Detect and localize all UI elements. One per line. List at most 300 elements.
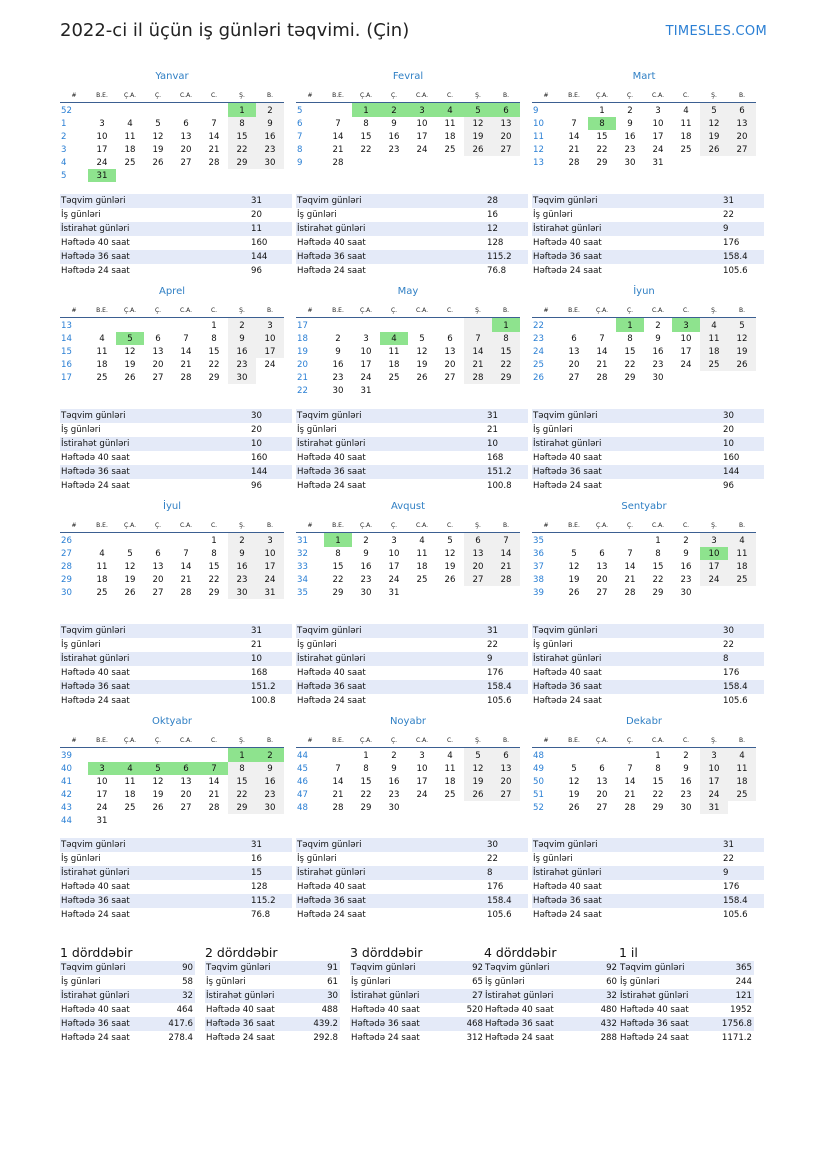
weekday-header-row: [60, 733, 284, 748]
stat-label: Həftədə 24 saat: [533, 481, 602, 491]
day-cell: [256, 814, 284, 827]
day-cell: 24: [388, 574, 400, 585]
quarter-summary: [619, 944, 754, 1045]
day-cell: [88, 103, 116, 118]
stat-value: 31: [723, 196, 734, 206]
stat-label: Həftədə 40 saat: [620, 1005, 689, 1015]
stat-label: Həftədə 24 saat: [61, 481, 130, 491]
week-row: [296, 143, 520, 156]
stat-value: 168: [487, 453, 504, 463]
day-cell: [492, 586, 520, 599]
stat-label: İş günləri: [297, 210, 337, 220]
week-number-header: #: [296, 88, 324, 103]
stat-row: [296, 624, 528, 638]
stat-value: 100.8: [487, 481, 512, 491]
weekday-header: Ç.A.: [588, 733, 616, 748]
day-cell: 7: [627, 763, 633, 774]
day-cell: [560, 318, 588, 333]
day-cell: 24: [360, 372, 372, 383]
stat-label: Təqvim günləri: [533, 626, 598, 636]
week-number: 5: [61, 170, 67, 181]
day-cell: 15: [332, 561, 344, 572]
day-cell: 21: [624, 574, 636, 585]
weekday-header: Ç.: [380, 88, 408, 103]
month-table: [60, 88, 284, 182]
quarter-stat-row: [619, 1017, 754, 1031]
week-row: [60, 547, 284, 560]
month-table: [60, 303, 284, 384]
stat-label: Həftədə 24 saat: [61, 1033, 130, 1043]
week-row: [60, 371, 284, 384]
quarter-stat-row: [619, 961, 754, 975]
day-cell: 1: [599, 105, 605, 116]
quarter-stat-row: [484, 989, 619, 1003]
day-cell: [408, 586, 436, 599]
week-number: 26: [61, 535, 72, 546]
weekend-day-cell: 13: [464, 547, 492, 560]
stat-label: İstirahət günləri: [61, 439, 130, 449]
day-cell: 23: [332, 372, 344, 383]
day-cell: 13: [444, 346, 456, 357]
day-cell: 1: [363, 750, 369, 761]
stat-value: 176: [723, 668, 740, 678]
day-cell: 9: [335, 346, 341, 357]
day-cell: 3: [99, 118, 105, 129]
weekday-header: C.A.: [172, 88, 200, 103]
day-cell: 29: [596, 157, 608, 168]
stat-value: 176: [723, 882, 740, 892]
holiday-day-cell: 7: [200, 762, 228, 775]
weekday-header: Ş.: [700, 733, 728, 748]
weekend-day-cell: 17: [700, 775, 728, 788]
month-name: İyul: [163, 501, 181, 512]
stat-row: [532, 409, 764, 423]
day-cell: 30: [652, 372, 664, 383]
week-row: [60, 130, 284, 143]
day-cell: [728, 801, 756, 814]
week-row: [296, 371, 520, 384]
weekday-header: Ş.: [700, 518, 728, 533]
weekend-day-cell: 25: [728, 788, 756, 801]
day-cell: 3: [363, 333, 369, 344]
day-cell: 15: [360, 131, 372, 142]
day-cell: 14: [208, 776, 220, 787]
week-number-header: #: [60, 518, 88, 533]
holiday-day-cell: 3: [88, 762, 116, 775]
day-cell: 23: [624, 144, 636, 155]
stat-row: [296, 236, 528, 250]
day-cell: 3: [419, 750, 425, 761]
stat-row: [296, 264, 528, 278]
day-cell: 16: [680, 561, 692, 572]
day-cell: 13: [152, 561, 164, 572]
stat-value: 144: [251, 252, 268, 262]
stat-row: [532, 838, 764, 852]
stat-row: [296, 451, 528, 465]
stat-label: Həftədə 40 saat: [533, 238, 602, 248]
day-cell: 20: [596, 789, 608, 800]
stat-label: İstirahət günləri: [533, 224, 602, 234]
day-cell: 31: [652, 157, 664, 168]
stat-label: Təqvim günləri: [351, 963, 416, 973]
stat-value: 30: [723, 411, 734, 421]
stat-value: 158.4: [723, 252, 748, 262]
day-cell: 18: [388, 359, 400, 370]
day-cell: 9: [363, 548, 369, 559]
week-number: 16: [61, 359, 72, 370]
day-cell: 25: [444, 144, 456, 155]
week-number-header: #: [60, 733, 88, 748]
stat-label: Həftədə 40 saat: [206, 1005, 275, 1015]
weekend-day-cell: 8: [228, 762, 256, 775]
quarter-stat-row: [619, 975, 754, 989]
day-cell: 23: [680, 574, 692, 585]
stat-value: 32: [182, 991, 193, 1001]
day-cell: [352, 318, 380, 333]
month-stats: [296, 409, 528, 493]
weekend-day-cell: 12: [728, 332, 756, 345]
stat-value: 30: [487, 840, 498, 850]
day-cell: 5: [155, 118, 161, 129]
day-cell: 16: [360, 561, 372, 572]
stat-value: 151.2: [251, 682, 276, 692]
stat-value: 96: [251, 266, 262, 276]
week-number: 13: [61, 320, 72, 331]
day-cell: 11: [96, 346, 108, 357]
day-cell: 16: [332, 359, 344, 370]
month-table: [60, 733, 284, 827]
holiday-day-cell: 1: [352, 103, 380, 118]
week-number: 7: [297, 131, 303, 142]
day-cell: 18: [96, 574, 108, 585]
stat-label: İş günləri: [620, 977, 660, 987]
weekday-header: Ş.: [228, 733, 256, 748]
day-cell: [408, 384, 436, 397]
week-number-header: #: [532, 303, 560, 318]
page-title: 2022-ci il üçün iş günləri təqvimi. (Çin): [60, 20, 410, 41]
stat-row: [296, 208, 528, 222]
week-number: 6: [297, 118, 303, 129]
day-cell: 11: [124, 776, 136, 787]
weekend-day-cell: 21: [492, 560, 520, 573]
stat-label: Həftədə 40 saat: [61, 882, 130, 892]
day-cell: 10: [416, 118, 428, 129]
stat-value: 9: [723, 224, 729, 234]
week-row: [60, 533, 284, 548]
month-table: [296, 303, 520, 397]
weekend-day-cell: 9: [228, 547, 256, 560]
day-cell: [144, 748, 172, 763]
stat-value: 151.2: [487, 467, 512, 477]
stat-row: [296, 423, 528, 437]
day-cell: [324, 748, 352, 763]
day-cell: [728, 586, 756, 599]
week-row: [296, 547, 520, 560]
day-cell: 14: [624, 561, 636, 572]
weekend-day-cell: 22: [228, 788, 256, 801]
stat-value: 105.6: [487, 696, 512, 706]
weekend-day-cell: 8: [228, 117, 256, 130]
day-cell: 10: [680, 333, 692, 344]
week-number: 33: [297, 561, 308, 572]
week-row: [532, 560, 756, 573]
stat-row: [296, 479, 528, 493]
week-number: 32: [297, 548, 308, 559]
day-cell: 27: [180, 157, 192, 168]
day-cell: [560, 103, 588, 118]
week-row: [296, 573, 520, 586]
day-cell: 9: [391, 118, 397, 129]
stat-row: [60, 694, 292, 708]
day-cell: [200, 169, 228, 182]
day-cell: 14: [180, 561, 192, 572]
day-cell: 21: [180, 574, 192, 585]
day-cell: [436, 384, 464, 397]
week-number: 23: [533, 333, 544, 344]
month-name: İyun: [633, 286, 655, 297]
weekend-day-cell: 8: [492, 332, 520, 345]
day-cell: 9: [655, 333, 661, 344]
stat-value: 30: [251, 411, 262, 421]
day-cell: [464, 384, 492, 397]
day-cell: 26: [416, 372, 428, 383]
weekday-header-row: [532, 303, 756, 318]
stat-label: Həftədə 36 saat: [351, 1019, 420, 1029]
day-cell: 9: [627, 118, 633, 129]
stat-row: [296, 680, 528, 694]
day-cell: 10: [96, 131, 108, 142]
day-cell: 28: [180, 372, 192, 383]
weekend-day-cell: 9: [256, 117, 284, 130]
quarter-title: 4 dörddəbir: [484, 945, 557, 960]
quarter-title: 1 dörddəbir: [60, 945, 133, 960]
day-cell: 26: [124, 372, 136, 383]
day-cell: 7: [627, 548, 633, 559]
stat-value: 105.6: [723, 910, 748, 920]
day-cell: 30: [388, 802, 400, 813]
stat-row: [532, 479, 764, 493]
stat-label: Həftədə 40 saat: [297, 882, 366, 892]
day-cell: [700, 586, 728, 599]
week-number: 2: [61, 131, 67, 142]
day-cell: 6: [599, 548, 605, 559]
stat-value: 105.6: [487, 910, 512, 920]
weekday-header: C.: [672, 88, 700, 103]
weekend-day-cell: 4: [700, 318, 728, 333]
week-row: [296, 762, 520, 775]
week-row: [532, 801, 756, 814]
day-cell: 21: [180, 359, 192, 370]
stat-value: 158.4: [723, 682, 748, 692]
holiday-day-cell: 5: [116, 332, 144, 345]
week-row: [60, 103, 284, 118]
stat-label: Həftədə 36 saat: [297, 896, 366, 906]
day-cell: 7: [571, 118, 577, 129]
day-cell: 19: [416, 359, 428, 370]
day-cell: 18: [96, 359, 108, 370]
month-calendar: [296, 285, 520, 397]
weekday-header: B.E.: [560, 303, 588, 318]
week-row: [60, 143, 284, 156]
day-cell: 17: [416, 776, 428, 787]
day-cell: 28: [596, 372, 608, 383]
holiday-day-cell: 10: [700, 547, 728, 560]
day-cell: 19: [568, 574, 580, 585]
stat-value: 115.2: [487, 252, 512, 262]
stat-label: İş günləri: [206, 977, 246, 987]
stat-label: Təqvim günləri: [533, 411, 598, 421]
day-cell: [116, 748, 144, 763]
weekday-header: Ç.A.: [352, 733, 380, 748]
week-row: [60, 332, 284, 345]
stat-row: [60, 838, 292, 852]
day-cell: [672, 371, 700, 384]
stat-row: [532, 652, 764, 666]
stat-label: İstirahət günləri: [206, 991, 275, 1001]
week-number: 18: [297, 333, 308, 344]
day-cell: 6: [571, 333, 577, 344]
stat-value: 244: [735, 977, 752, 987]
weekend-day-cell: 24: [256, 573, 284, 586]
stat-value: 8: [487, 868, 493, 878]
day-cell: 6: [599, 763, 605, 774]
day-cell: [408, 801, 436, 814]
day-cell: 14: [180, 346, 192, 357]
day-cell: 29: [652, 802, 664, 813]
day-cell: 29: [208, 372, 220, 383]
month-stats: [60, 838, 292, 922]
quarter-title: 3 dörddəbir: [350, 945, 423, 960]
stat-label: Həftədə 24 saat: [61, 910, 130, 920]
stat-label: Həftədə 24 saat: [206, 1033, 275, 1043]
day-cell: 28: [624, 802, 636, 813]
stat-row: [60, 465, 292, 479]
day-cell: 25: [416, 574, 428, 585]
stat-label: İş günləri: [533, 854, 573, 864]
week-row: [532, 345, 756, 358]
stat-label: İstirahət günləri: [61, 991, 130, 1001]
stat-label: Həftədə 40 saat: [297, 453, 366, 463]
weekend-day-cell: 18: [728, 775, 756, 788]
day-cell: 9: [391, 763, 397, 774]
quarter-stat-row: [60, 975, 195, 989]
week-row: [60, 345, 284, 358]
weekend-day-cell: 31: [700, 801, 728, 814]
stat-row: [296, 250, 528, 264]
weekday-header: Ç.A.: [352, 88, 380, 103]
day-cell: [172, 169, 200, 182]
day-cell: 26: [124, 587, 136, 598]
day-cell: 23: [388, 144, 400, 155]
stat-row: [60, 423, 292, 437]
holiday-day-cell: 6: [172, 762, 200, 775]
stat-label: Həftədə 40 saat: [351, 1005, 420, 1015]
stat-label: Həftədə 36 saat: [61, 467, 130, 477]
day-cell: 10: [360, 346, 372, 357]
holiday-day-cell: 1: [616, 318, 644, 333]
day-cell: 26: [152, 802, 164, 813]
week-row: [532, 762, 756, 775]
stat-value: 439.2: [313, 1019, 338, 1029]
stat-row: [60, 264, 292, 278]
day-cell: 20: [180, 789, 192, 800]
weekday-header: C.: [436, 518, 464, 533]
brand-link[interactable]: TIMESLES.COM: [665, 24, 767, 39]
day-cell: 2: [335, 333, 341, 344]
day-cell: 18: [416, 561, 428, 572]
stat-label: Həftədə 24 saat: [297, 266, 366, 276]
stat-value: 121: [735, 991, 752, 1001]
day-cell: 22: [652, 574, 664, 585]
stat-value: 1171.2: [721, 1033, 752, 1043]
stat-label: Həftədə 36 saat: [61, 252, 130, 262]
stat-value: 160: [251, 453, 268, 463]
stat-value: 20: [251, 425, 262, 435]
quarter-stat-row: [205, 975, 340, 989]
stat-value: 105.6: [723, 266, 748, 276]
week-number: 48: [297, 802, 308, 813]
day-cell: 14: [332, 776, 344, 787]
weekday-header: C.A.: [644, 88, 672, 103]
month-calendar: [532, 715, 756, 814]
day-cell: [116, 169, 144, 182]
week-row: [532, 130, 756, 143]
day-cell: [492, 156, 520, 169]
month-table: [296, 88, 520, 169]
day-cell: 25: [96, 587, 108, 598]
day-cell: 5: [127, 548, 133, 559]
day-cell: 22: [596, 144, 608, 155]
day-cell: 1: [211, 320, 217, 331]
week-row: [296, 345, 520, 358]
month-calendar: [532, 500, 756, 599]
day-cell: 14: [568, 131, 580, 142]
week-row: [296, 156, 520, 169]
weekday-header: Ç.: [144, 733, 172, 748]
day-cell: 16: [388, 131, 400, 142]
stat-label: İstirahət günləri: [620, 991, 689, 1001]
weekday-header: B.: [256, 518, 284, 533]
stat-label: Təqvim günləri: [61, 626, 126, 636]
quarter-stat-row: [205, 1031, 340, 1045]
week-number: 49: [533, 763, 544, 774]
weekday-header: Ş.: [228, 88, 256, 103]
stat-value: 21: [487, 425, 498, 435]
quarter-stat-row: [60, 1003, 195, 1017]
weekday-header: Ç.A.: [116, 88, 144, 103]
stat-value: 31: [251, 840, 262, 850]
weekday-header: Ş.: [464, 733, 492, 748]
day-cell: 27: [568, 372, 580, 383]
week-number: 35: [297, 587, 308, 598]
quarter-title: 2 dörddəbir: [205, 945, 278, 960]
stat-row: [532, 666, 764, 680]
day-cell: 21: [208, 144, 220, 155]
weekend-day-cell: 23: [256, 788, 284, 801]
day-cell: 20: [180, 144, 192, 155]
stat-row: [532, 451, 764, 465]
weekday-header: Ş.: [464, 88, 492, 103]
stat-row: [532, 264, 764, 278]
stat-label: Həftədə 40 saat: [533, 668, 602, 678]
stat-value: 9: [723, 868, 729, 878]
day-cell: 24: [416, 144, 428, 155]
stat-row: [532, 250, 764, 264]
weekend-day-cell: 29: [492, 371, 520, 384]
day-cell: 4: [127, 118, 133, 129]
weekend-day-cell: 13: [492, 117, 520, 130]
week-row: [60, 117, 284, 130]
